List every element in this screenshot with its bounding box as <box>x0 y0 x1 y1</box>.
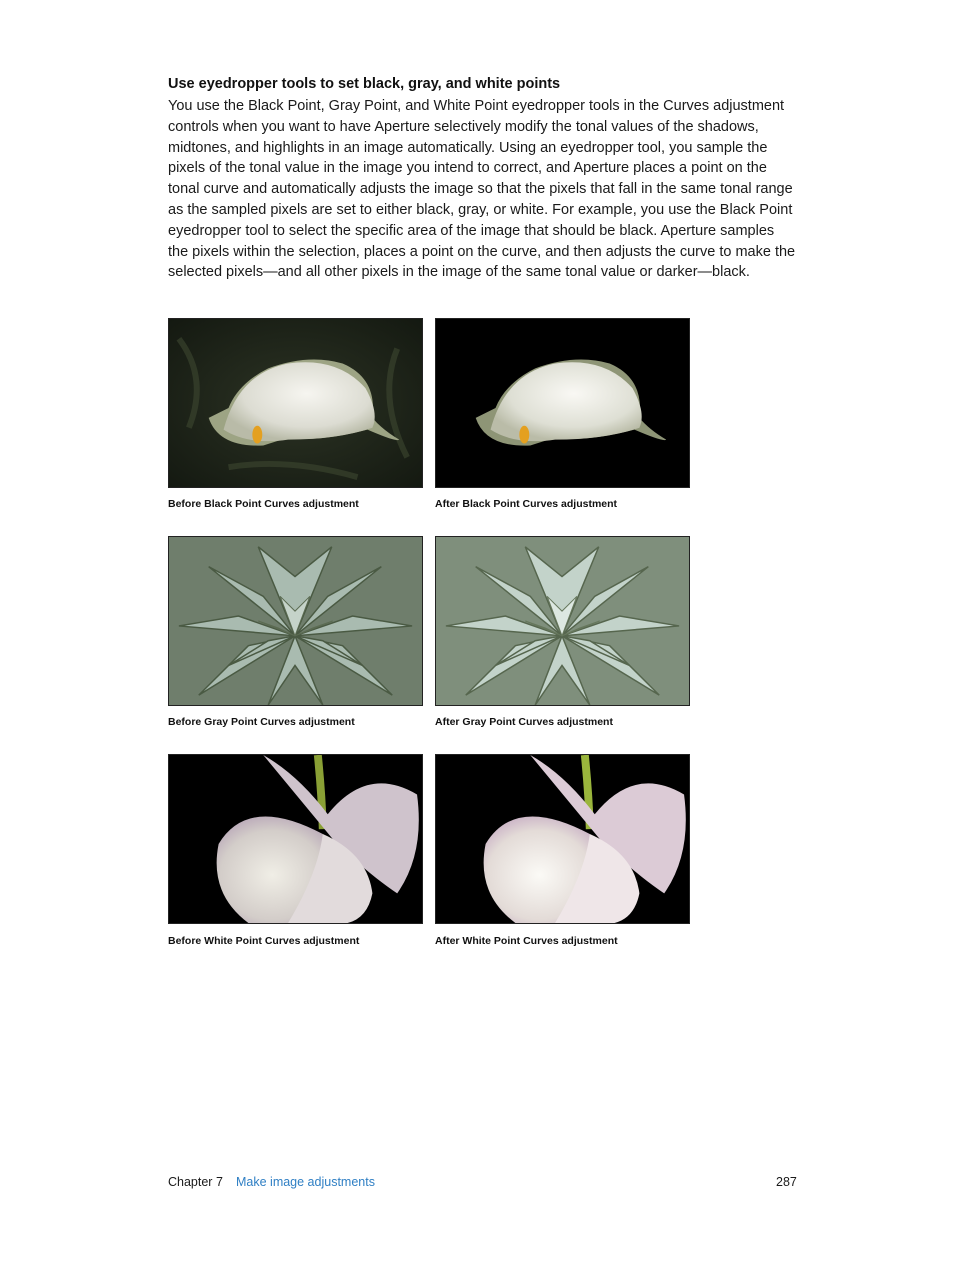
section-paragraph: You use the Black Point, Gray Point, and White Point eyedropper tools in the Curves adjustment controls when you want to have Aperture selectively modify the tonal values of the shadows, midtones, and highlights in an image automatically. Using an eyedropper tool, you sample the pixels of the tonal value in the image you intend to correct, and Aperture places a point on the tonal curve and automatically adjusts the image so that the pixels that fall in the same tonal range as the sampled pixels are set to either black, gray, or white. For example, you use the Black Point eyedropper tool to select the specific area of the image that should be black. Aperture samples the pixels within the selection, places a point on the curve, and then adjusts the curve to make the selected pixels—and all other pixels in the image of the same tonal value or darker—black. <box>168 98 796 281</box>
caption-after-black-point: After Black Point Curves adjustment <box>435 498 618 510</box>
calla-lily-before-photo <box>168 318 423 488</box>
succulent-before-photo <box>168 536 423 706</box>
footer-chapter: Chapter 7 <box>168 1175 223 1189</box>
caption-before-white-point: Before White Point Curves adjustment <box>168 935 360 947</box>
page-number: 287 <box>776 1175 797 1189</box>
section-heading: Use eyedropper tools to set black, gray, and white points <box>168 76 561 92</box>
orchid-before-photo <box>168 754 423 924</box>
caption-before-gray-point: Before Gray Point Curves adjustment <box>168 716 355 728</box>
caption-before-black-point: Before Black Point Curves adjustment <box>168 498 359 510</box>
caption-after-gray-point: After Gray Point Curves adjustment <box>435 716 613 728</box>
calla-lily-after-photo <box>435 318 690 488</box>
orchid-after-photo <box>435 754 690 924</box>
succulent-after-photo <box>435 536 690 706</box>
caption-after-white-point: After White Point Curves adjustment <box>435 935 618 947</box>
footer-chapter-title-link[interactable]: Make image adjustments <box>236 1175 375 1189</box>
